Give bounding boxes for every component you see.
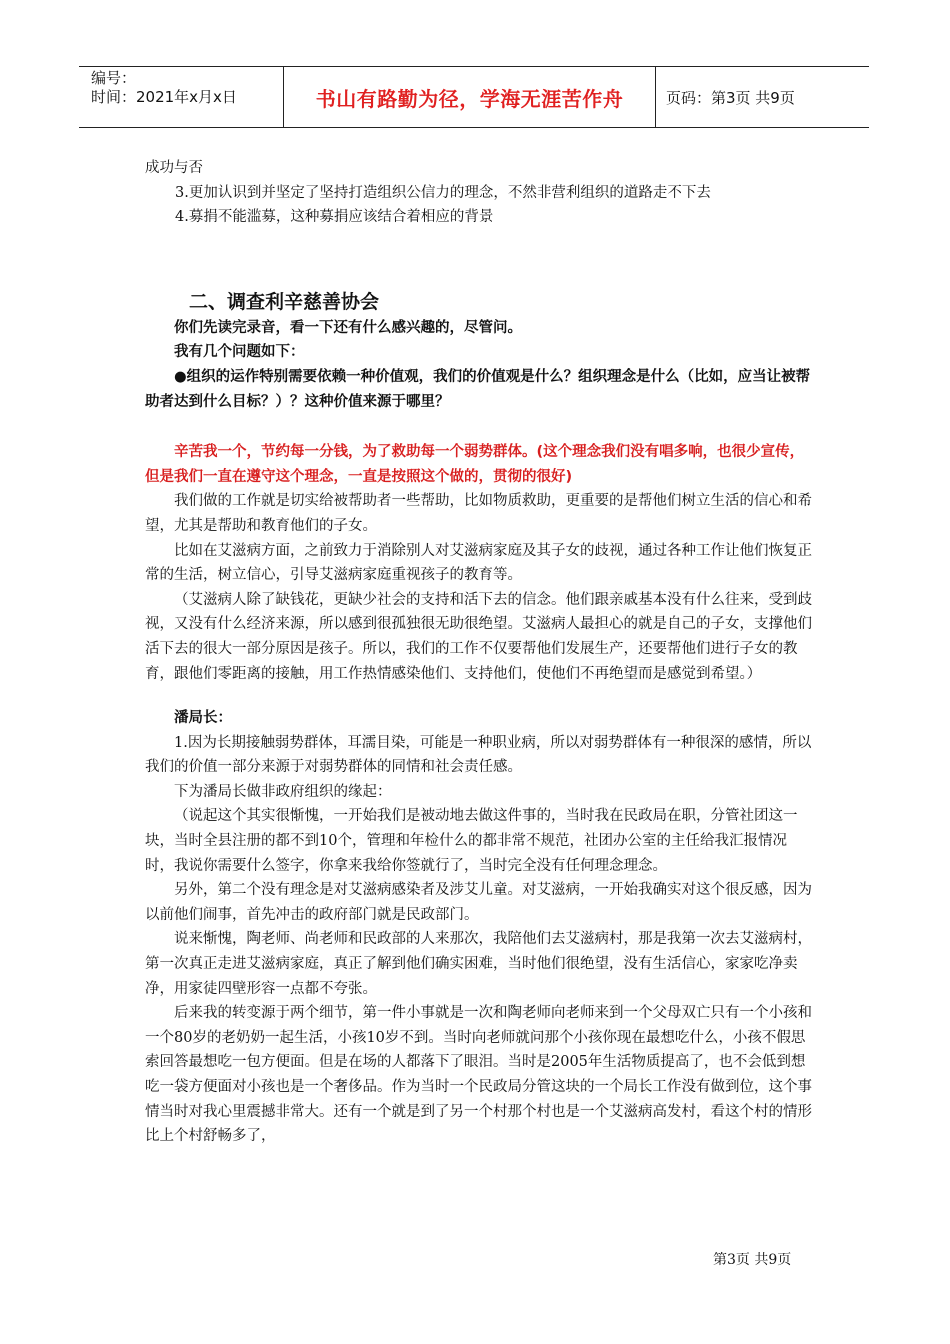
paragraph-4: 1.因为长期接触弱势群体，耳濡目染，可能是一种职业病，所以对弱势群体有一种很深的感情，所以我们的价值一部分来源于对弱势群体的同情和社会责任感。 (145, 734, 812, 776)
header-meta (79, 67, 283, 127)
answer-red-text: 辛苦我一个，节约每一分钱，为了救助每一个弱势群体。(这个理念我们没有唱多响，也很少宣传，但是我们一直在遵守这个理念，一直是按照这个做的，贯彻的很好) (145, 444, 805, 485)
page-footer: 第3页 共9页 (713, 1252, 792, 1268)
continuation-text: 成功与否 (145, 160, 203, 176)
paragraph-5: 下为潘局长做非政府组织的缘起： (174, 783, 392, 800)
header-motto: 书山有路勤为径，学海无涯苦作舟 (283, 67, 656, 127)
page-header (79, 66, 869, 128)
intro-line-1: 你们先读完录音，看一下还有什么感兴趣的，尽管问。 (174, 319, 522, 336)
document-number-label: 编号： (91, 69, 137, 87)
question-text: ●组织的运作特别需要依赖一种价值观，我们的价值观是什么？组织理念是什么（比如，应当让被帮助者达到什么目标？）？这种价值来源于哪里？ (145, 368, 811, 410)
paragraph-6: （说起这个其实很惭愧，一开始我们是被动地去做这件事的，当时我在民政局在职，分管社团这一块，当时全县注册的都不到10个，管理和年检什么的都非常不规范，社团办公室的主任给我汇报情况时，我说你需要什么签字，你拿来我给你签就行了，当时完全没有任何理念理念。 (145, 808, 798, 874)
speaker-label: 潘局长： (174, 710, 232, 727)
paragraph-9: 后来我的转变源于两个细节，第一件小事就是一次和陶老师向老师来到一个父母双亡只有一个小孩和一个80岁的老奶奶一起生活，小孩10岁不到。当时向老师就问那个小孩你现在最想吃什么，小孩不假思索回答最想吃一包方便面。但是在场的人都落下了眼泪。当时是2005年生活物质提高了，也不会低到想吃一袋方便面对小孩也是一个奢侈品。作为当时一个民政局分管这块的一个局长工作没有做到位，这个事情当时对我心里震撼非常大。还有一个就是到了另一个村那个村也是一个艾滋病高发村，看这个村的情形比上个村舒畅多了， (145, 1005, 812, 1145)
document-date-label: 时间：2021年x月x日 (91, 88, 237, 106)
paragraph-2: 比如在艾滋病方面，之前致力于消除别人对艾滋病家庭及其子女的歧视，通过各种工作让他们恢复正常的生活，树立信心，引导艾滋病家庭重视孩子的教育等。 (145, 542, 812, 584)
header-page-number: 页码：第3页 共9页 (666, 88, 795, 107)
list-item-3: 3.更加认识到并坚定了坚持打造组织公信力的理念，不然非营利组织的道路走不下去 (175, 184, 711, 201)
paragraph-7: 另外，第二个没有理念是对艾滋病感染者及涉艾儿童。对艾滋病，一开始我确实对这个很反感，因为以前他们闹事，首先冲击的政府部门就是民政部门。 (145, 882, 812, 923)
paragraph-1: 我们做的工作就是切实给被帮助者一些帮助，比如物质救助，更重要的是帮他们树立生活的信心和希望，尤其是帮助和教育他们的子女。 (145, 493, 812, 534)
list-item-4: 4.募捐不能滥募，这种募捐应该结合着相应的背景 (175, 209, 494, 226)
paragraph-3: （艾滋病人除了缺钱花，更缺少社会的支持和活下去的信念。他们跟亲戚基本没有什么往来，受到歧视，又没有什么经济来源，所以感到很孤独很无助很绝望。艾滋病人最担心的就是自己的子女，支撑他们活下去的很大一部分原因是孩子。所以，我们的工作不仅要帮他们发展生产，还要帮他们进行子女的教育，跟他们零距离的接触，用工作热情感染他们、支持他们，使他们不再绝望而是感觉到希望。） (145, 591, 812, 682)
section-title: 二、调查利辛慈善协会 (189, 290, 380, 313)
document-body (145, 156, 813, 1149)
intro-line-2: 我有几个问题如下： (174, 344, 305, 361)
paragraph-8: 说来惭愧，陶老师、尚老师和民政部的人来那次，我陪他们去艾滋病村，那是我第一次去艾滋病村，第一次真正走进艾滋病家庭，真正了解到他们确实困难，当时他们很绝望，没有生活信心，家家吃净卖净，用家徒四壁形容一点都不夸张。 (145, 931, 812, 997)
